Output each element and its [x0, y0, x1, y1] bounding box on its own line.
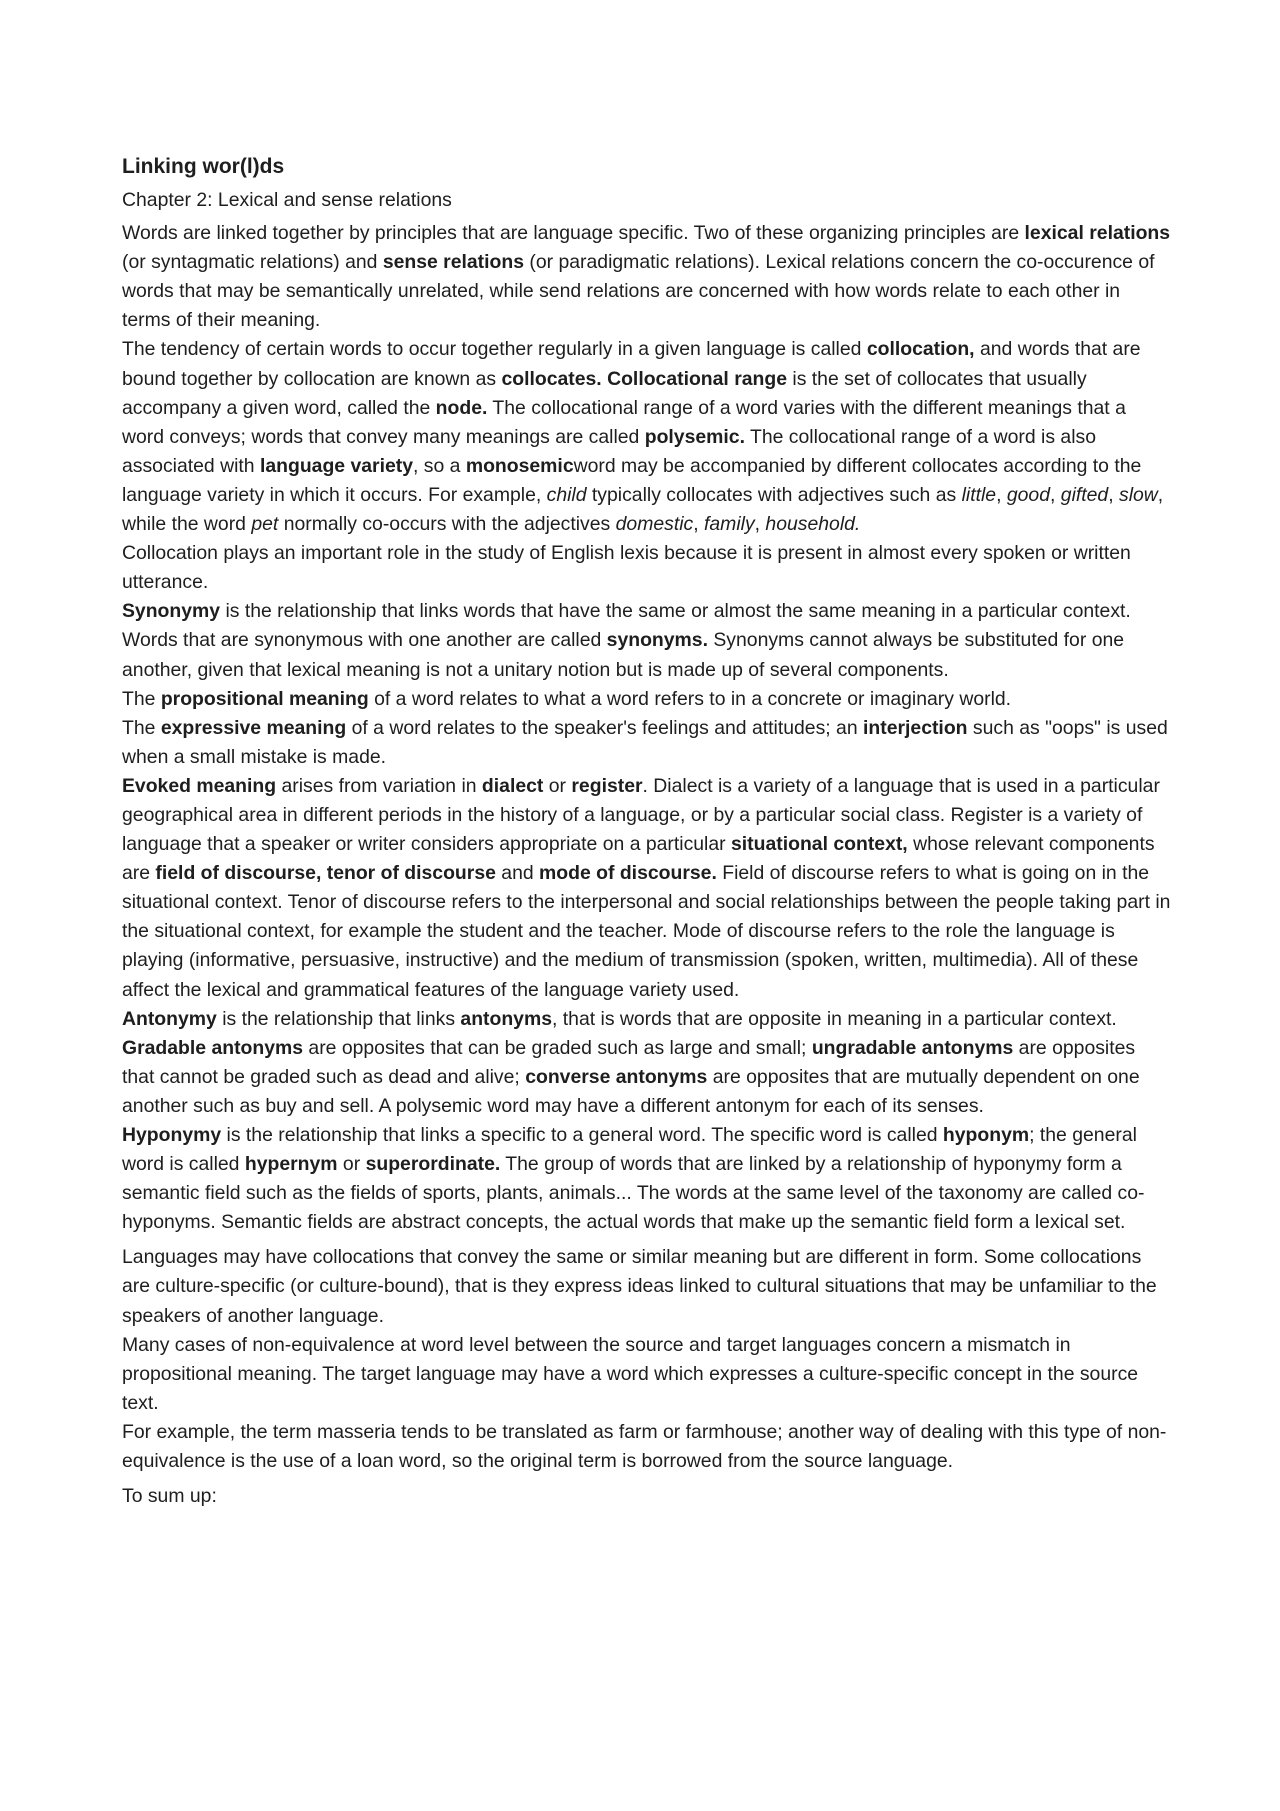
bold-term: language variety — [259, 454, 414, 477]
bold-term: interjection — [863, 716, 968, 739]
bold-term: collocation, — [866, 338, 975, 361]
chapter-subtitle: Chapter 2: Lexical and sense relations — [122, 189, 452, 211]
text-run: , — [1108, 483, 1119, 506]
italic-term: slow — [1119, 483, 1158, 506]
text-run: The tendency of certain words to occur together regularly in a given language is called — [122, 338, 867, 361]
text-run: (or syntagmatic relations) and — [122, 251, 383, 274]
text-run: The group of words that are linked by a relationship of hyponymy form a semantic field such as the fields of sports, plants, animals... The words at the same level of the taxonomy are called co-hyponyms. Semantic fields are abstract concepts, the actual words that make up the semantic field form a lexical set. — [122, 1153, 1145, 1234]
text-run: To sum up: — [122, 1485, 217, 1508]
body-text — [122, 219, 1172, 1511]
bold-term: expressive meaning — [160, 716, 347, 739]
bold-term: Collocational range — [607, 367, 788, 390]
document-page — [122, 152, 1172, 1511]
paragraph — [122, 335, 1172, 539]
text-run: The — [122, 716, 161, 739]
text-run: such as "oops" is used when a small mistake is made. — [122, 716, 1168, 768]
text-run: are opposites that are mutually dependent on one another such as buy and sell. A polysemic word may have a different antonym for each of its senses. — [122, 1065, 1140, 1117]
paragraph — [122, 1121, 1172, 1237]
text-run: word may be accompanied by different collocates according to the language variety in which it occurs. For example, — [122, 454, 1142, 506]
text-run: The collocational range of a word is also associated with — [122, 425, 1096, 477]
paragraph — [122, 1243, 1172, 1330]
italic-term: gifted — [1060, 483, 1109, 506]
bold-term: Antonymy — [122, 1007, 217, 1030]
bold-term: lexical relations — [1024, 222, 1171, 245]
bold-term: synonyms. — [606, 629, 708, 652]
bold-term: register — [571, 774, 643, 797]
bold-term: field of discourse, tenor of discourse — [155, 862, 496, 885]
text-run: , — [1050, 483, 1061, 506]
bold-term: mode of discourse. — [539, 862, 717, 885]
text-run: , so a — [413, 454, 466, 477]
text-run: typically collocates with adjectives such as — [586, 483, 962, 506]
text-run: (or paradigmatic relations). Lexical relations concern the co-occurence of words that may be semantically unrelated, while send relations are concerned with how words relate to each other in terms of their meaning. — [122, 251, 1155, 332]
text-run: Field of discourse refers to what is going on in the situational context. Tenor of discourse refers to the interpersonal and social relationships between the people taking part in the situational context, for example the student and the teacher. Mode of discourse refers to the role the language is playing (informative, persuasive, instructive) and the medium of transmission (spoken, written, multimedia). All of these affect the lexical and grammatical features of the language variety used. — [122, 862, 1171, 1001]
italic-term: family — [704, 513, 755, 536]
bold-term: situational context, — [731, 833, 908, 856]
text-run: ; the general word is called — [122, 1124, 1137, 1176]
paragraph — [122, 1331, 1172, 1418]
paragraph — [122, 1482, 1172, 1511]
bold-term: propositional meaning — [160, 687, 369, 710]
italic-term: child — [546, 483, 587, 506]
text-run: whose relevant components are — [122, 833, 1155, 885]
bold-term: Gradable antonyms — [122, 1036, 304, 1059]
text-run: . Dialect is a variety of a language that is used in a particular geographical area in different periods in the history of a language, or by a particular social class. Register is a variety of language that a speaker or writer considers appropriate on a particular — [122, 774, 1160, 856]
paragraph — [122, 539, 1172, 597]
text-run: Synonyms cannot always be substituted for one another, given that lexical meaning is not a unitary notion but is made up of several components. — [122, 629, 1125, 681]
text-run: Words are linked together by principles that are language specific. Two of these organizing principles are — [122, 222, 1025, 245]
bold-term: node. — [435, 396, 488, 419]
italic-term: good — [1006, 483, 1050, 506]
text-run: , — [996, 483, 1007, 506]
bold-term: hypernym — [244, 1153, 338, 1176]
text-run: is the relationship that links a specific to a general word. The specific word is called — [221, 1124, 943, 1146]
italic-term: little — [961, 483, 997, 506]
bold-term: Synonymy — [122, 600, 221, 623]
text-run: arises from variation in — [276, 774, 482, 797]
text-run: is the relationship that links — [216, 1007, 461, 1030]
italic-term: pet — [251, 513, 279, 536]
paragraph — [122, 714, 1172, 772]
bold-term: dialect — [481, 774, 544, 797]
bold-term: converse antonyms — [525, 1065, 708, 1088]
text-run: are opposites that cannot be graded such as dead and alive; — [122, 1036, 1136, 1088]
bold-term: Evoked meaning — [122, 774, 277, 797]
text-run: , — [693, 513, 704, 536]
bold-term: hyponym — [942, 1124, 1030, 1146]
bold-term: collocates. — [501, 367, 602, 390]
text-run: Many cases of non-equivalence at word level between the source and target languages concern a mismatch in propositional meaning. The target language may have a word which expresses a culture-specific concept in the source text. — [122, 1333, 1139, 1414]
italic-term: domestic — [615, 513, 694, 536]
text-run: and — [495, 862, 540, 885]
bold-term: Hyponymy — [122, 1124, 222, 1146]
paragraph — [122, 219, 1172, 335]
bold-term: antonyms — [460, 1007, 552, 1030]
bold-term: ungradable antonyms — [811, 1036, 1014, 1059]
text-run: normally co-occurs with the adjectives — [278, 513, 616, 536]
text-run: or — [543, 774, 572, 797]
text-run: , — [754, 513, 766, 536]
bold-term: superordinate. — [365, 1153, 501, 1176]
paragraph — [122, 1005, 1172, 1121]
text-run: and words that are bound together by collocation are known as — [122, 338, 1141, 390]
paragraph — [122, 597, 1172, 684]
bold-term: polysemic. — [644, 425, 745, 448]
text-run: The collocational range of a word varies with the different meanings that a word conveys; words that convey many meanings are called — [122, 396, 1126, 448]
text-run: are opposites that can be graded such as large and small; — [303, 1036, 812, 1059]
paragraph — [122, 685, 1172, 714]
text-run: of a word relates to what a word refers to in a concrete or imaginary world. — [368, 687, 1012, 710]
bold-term: sense relations — [382, 251, 525, 274]
text-run: , while the word — [122, 483, 1164, 536]
text-run: , that is words that are opposite in meaning in a particular context. — [552, 1007, 1117, 1030]
text-run: is the relationship that links words that have the same or almost the same meaning in a particular context. Words that are synonymous with one another are called — [122, 600, 1131, 652]
bold-term: monosemic — [465, 454, 574, 477]
document-title: Linking wor(l)ds — [122, 155, 285, 178]
text-run: or — [337, 1153, 366, 1176]
paragraph — [122, 1418, 1172, 1476]
paragraph — [122, 772, 1172, 1005]
text-run: of a word relates to the speaker's feelings and attitudes; an — [346, 716, 863, 739]
text-run: is the set of collocates that usually accompany a given word, called the — [122, 367, 1087, 419]
text-run: For example, the term masseria tends to be translated as farm or farmhouse; another way of dealing with this type of non-equivalence is the use of a loan word, so the original term is borrowed from the source language. — [122, 1420, 1167, 1473]
text-run: Languages may have collocations that convey the same or similar meaning but are different in form. Some collocations are culture-specific (or culture-bound), that is they express ideas linked to cultural situations that may be unfamiliar to the speakers of another language. — [122, 1246, 1157, 1327]
text-run: Collocation plays an important role in the study of English lexis because it is present in almost every spoken or written utterance. — [122, 542, 1131, 594]
text-run: The — [122, 687, 161, 710]
italic-term: household. — [765, 513, 861, 536]
